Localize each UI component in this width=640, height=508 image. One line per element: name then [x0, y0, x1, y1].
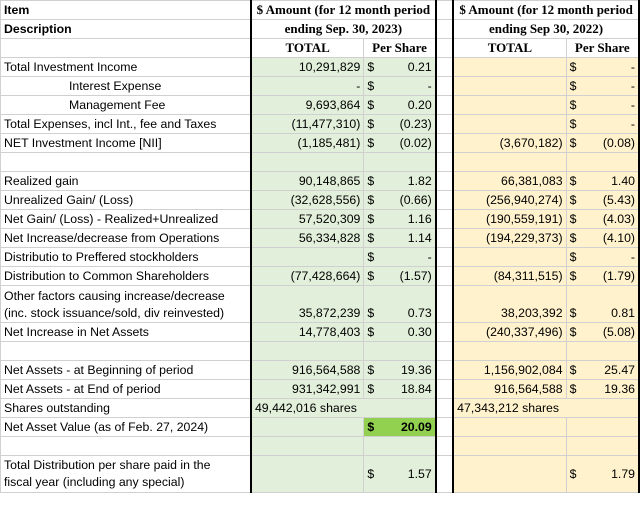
header-total-2022: TOTAL: [453, 39, 566, 58]
row-label: Distribution to Common Shareholders: [1, 267, 251, 286]
cell-per-share-2022: [566, 153, 639, 172]
table-row: [1, 134, 640, 153]
cell-per-share-2023: $ 1.16: [364, 210, 436, 229]
table-row: [1, 115, 640, 134]
cell-per-share-2022: [566, 342, 639, 361]
table-row: [1, 323, 640, 342]
header-period-2023-line2: ending Sep. 30, 2023): [251, 20, 436, 39]
cell-per-share-2023: $ -: [364, 77, 436, 96]
cell-total-2022: (240,337,496): [453, 323, 566, 342]
header-per-share-2022: Per Share: [566, 39, 639, 58]
cell-per-share-2022: $ -: [566, 115, 639, 134]
cell-total-2023: 90,148,865: [251, 172, 364, 191]
row-label: [1, 153, 251, 172]
cell-total-2022: [453, 115, 566, 134]
cell-per-share-2022: $ 0.81: [566, 286, 639, 323]
row-label: Realized gain: [1, 172, 251, 191]
cell-total-2022: [453, 248, 566, 267]
cell-total-2022: [453, 77, 566, 96]
cell-per-share-2022: $ (4.03): [566, 210, 639, 229]
cell-total-2023: (1,185,481): [251, 134, 364, 153]
table-row: [1, 191, 640, 210]
table-row: [1, 380, 640, 399]
table-row: [1, 77, 640, 96]
cell-per-share-2023: $ (0.66): [364, 191, 436, 210]
cell-total-2023: (32,628,556): [251, 191, 364, 210]
row-label: Net Assets - at Beginning of period: [1, 361, 251, 380]
row-label: Total Investment Income: [1, 58, 251, 77]
cell-total-2022: [453, 153, 566, 172]
table-row: [1, 172, 640, 191]
cell-total-2022: 1,156,902,084: [453, 361, 566, 380]
table-row: [1, 210, 640, 229]
cell-total-2023: 10,291,829: [251, 58, 364, 77]
cell-per-share-2023: $ 0.20: [364, 96, 436, 115]
header-period-2022-line2: ending Sep 30, 2022): [453, 20, 639, 39]
cell-total-2023: 931,342,991: [251, 380, 364, 399]
cell-total-2023: 35,872,239: [251, 286, 364, 323]
cell-per-share-2023: $ 0.21: [364, 58, 436, 77]
cell-nav-value: $ 20.09: [364, 418, 436, 437]
cell-total-2022: [453, 342, 566, 361]
row-label: [1, 342, 251, 361]
table-row: [1, 58, 640, 77]
cell-total-2022: 38,203,392: [453, 286, 566, 323]
cell-per-share-2023: $ 18.84: [364, 380, 436, 399]
cell-shares-2022: 47,343,212 shares: [453, 399, 639, 418]
cell-total-2023: -: [251, 77, 364, 96]
cell-per-share-2022: $ -: [566, 96, 639, 115]
cell-total-2023: 916,564,588: [251, 361, 364, 380]
row-label: Net Increase/decrease from Operations: [1, 229, 251, 248]
cell-per-share-2023: $ (1.57): [364, 267, 436, 286]
cell-per-share-2023: $ (0.02): [364, 134, 436, 153]
header-period-2022-line1: $ Amount (for 12 month period: [453, 1, 639, 20]
cell-total-2022: (84,311,515): [453, 267, 566, 286]
header-period-2023-line1: $ Amount (for 12 month period: [251, 1, 436, 20]
cell-per-share-2023: $ 1.82: [364, 172, 436, 191]
header-per-share-2023: Per Share: [364, 39, 436, 58]
cell-per-share-2022: $ (5.08): [566, 323, 639, 342]
row-label: Total Expenses, incl Int., fee and Taxes: [1, 115, 251, 134]
cell-per-share-2022: $ -: [566, 248, 639, 267]
cell-total-2023: [251, 153, 364, 172]
header-total-2023: TOTAL: [251, 39, 364, 58]
cell-total-2022: (256,940,274): [453, 191, 566, 210]
cell-per-share-2023: $ (0.23): [364, 115, 436, 134]
table-row: [1, 153, 640, 172]
cell-total-2022: (190,559,191): [453, 210, 566, 229]
cell-total-2023: (77,428,664): [251, 267, 364, 286]
cell-per-share-2022: $ -: [566, 58, 639, 77]
row-label-total-distribution: Total Distribution per share paid in the fiscal year (including any special): [1, 456, 251, 493]
table-row: [1, 248, 640, 267]
row-label: Interest Expense: [1, 77, 251, 96]
row-label: Distributio to Preffered stockholders: [1, 248, 251, 267]
row-label: Net Gain/ (Loss) - Realized+Unrealized: [1, 210, 251, 229]
row-label: Net Assets - at End of period: [1, 380, 251, 399]
row-label: NET Investment Income [NII]: [1, 134, 251, 153]
cell-per-share-2023: $ -: [364, 248, 436, 267]
cell-total-2023: 57,520,309: [251, 210, 364, 229]
cell-total-2022: 66,381,083: [453, 172, 566, 191]
cell-total-2023: 56,334,828: [251, 229, 364, 248]
row-label: Unrealized Gain/ (Loss): [1, 191, 251, 210]
cell-total-2023: (11,477,310): [251, 115, 364, 134]
cell-total-2022: (194,229,373): [453, 229, 566, 248]
cell-distribution-2022: $ 1.79: [566, 456, 639, 493]
cell-shares-2023: 49,442,016 shares: [251, 399, 436, 418]
cell-per-share-2023: $ 0.73: [364, 286, 436, 323]
cell-per-share-2023: $ 0.30: [364, 323, 436, 342]
table-row: [1, 96, 640, 115]
cell-total-2023: 14,778,403: [251, 323, 364, 342]
cell-total-2022: [453, 58, 566, 77]
cell-per-share-2023: [364, 153, 436, 172]
cell-total-2023: [251, 342, 364, 361]
cell-per-share-2022: $ 25.47: [566, 361, 639, 380]
row-label-nav: Net Asset Value (as of Feb. 27, 2024): [1, 418, 251, 437]
table-row: [1, 361, 640, 380]
row-label: Net Increase in Net Assets: [1, 323, 251, 342]
cell-per-share-2022: $ (5.43): [566, 191, 639, 210]
cell-per-share-2022: $ -: [566, 77, 639, 96]
cell-per-share-2023: [364, 342, 436, 361]
cell-total-2022: [453, 96, 566, 115]
row-label-other-factors: Other factors causing increase/decrease (inc. stock issuance/sold, div reinvested): [1, 286, 251, 323]
cell-total-2023: [251, 248, 364, 267]
cell-total-2022: (3,670,182): [453, 134, 566, 153]
cell-per-share-2022: $ (1.79): [566, 267, 639, 286]
header-item: Item: [1, 1, 251, 20]
row-label-shares: Shares outstanding: [1, 399, 251, 418]
row-label: Management Fee: [1, 96, 251, 115]
cell-per-share-2022: $ (4.10): [566, 229, 639, 248]
table-row: [1, 342, 640, 361]
cell-distribution-2023: $ 1.57: [364, 456, 436, 493]
cell-total-2022: 916,564,588: [453, 380, 566, 399]
cell-per-share-2023: $ 1.14: [364, 229, 436, 248]
cell-per-share-2022: $ 1.40: [566, 172, 639, 191]
cell-per-share-2023: $ 19.36: [364, 361, 436, 380]
header-description: Description: [1, 20, 251, 39]
table-row: [1, 229, 640, 248]
table-row: [1, 267, 640, 286]
cell-per-share-2022: $ (0.08): [566, 134, 639, 153]
cell-total-2023: 9,693,864: [251, 96, 364, 115]
cell-per-share-2022: $ 19.36: [566, 380, 639, 399]
